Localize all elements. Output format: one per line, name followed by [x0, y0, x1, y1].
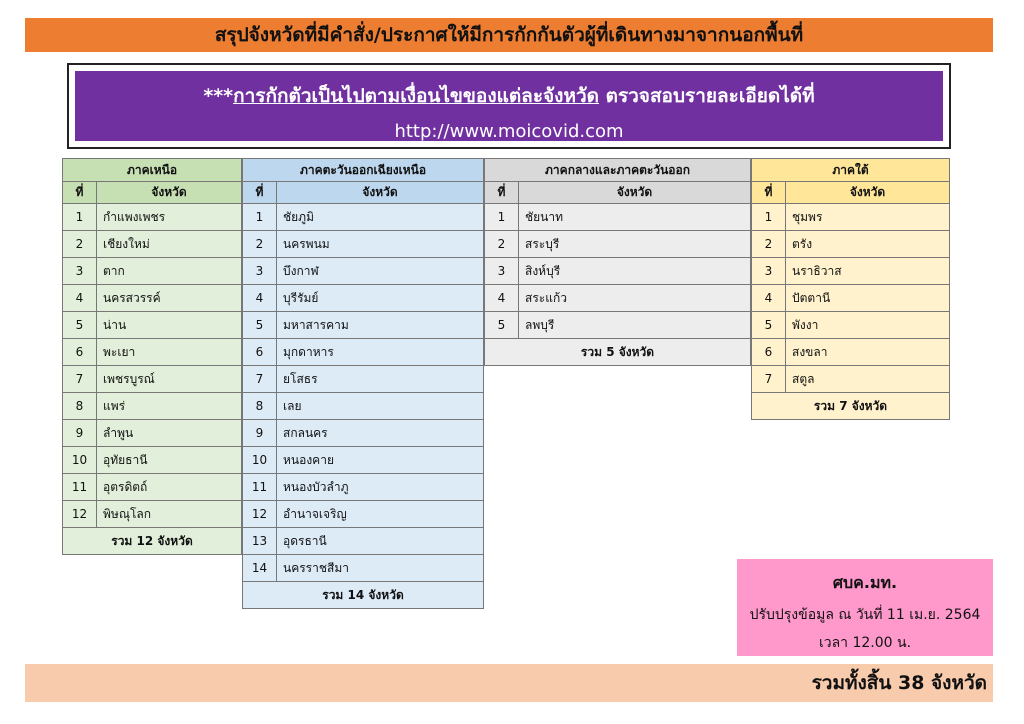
row-number: 4	[752, 285, 786, 312]
row-number: 6	[63, 339, 97, 366]
table-row	[243, 339, 484, 366]
row-number: 3	[752, 258, 786, 285]
row-number: 9	[243, 420, 277, 447]
table-south	[751, 158, 950, 420]
region-name: ภาคกลางและภาคตะวันออก	[485, 159, 751, 182]
row-number: 7	[752, 366, 786, 393]
row-number: 1	[752, 204, 786, 231]
notice-suffix: ตรวจสอบรายละเอียดได้ที่	[598, 85, 815, 107]
table-row	[243, 528, 484, 555]
notice-underlined: การกักตัวเป็นไปตามเงื่อนไขของแต่ละจังหวัด	[233, 85, 599, 107]
table-row	[752, 366, 950, 393]
table-row	[243, 474, 484, 501]
table-row	[752, 231, 950, 258]
table-row	[243, 312, 484, 339]
table-row	[243, 447, 484, 474]
notice-box	[67, 63, 951, 149]
page-title-text: สรุปจังหวัดที่มีคำสั่ง/ประกาศให้มีการกักกันตัวผู้ที่เดินทางมาจากนอกพื้นที่	[214, 24, 804, 46]
table-row	[63, 420, 242, 447]
row-number: 10	[243, 447, 277, 474]
province-name: เพชรบูรณ์	[97, 366, 242, 393]
table-row	[752, 285, 950, 312]
column-header-province: จังหวัด	[786, 182, 950, 204]
update-date: ปรับปรุงข้อมูล ณ วันที่ 11 เม.ย. 2564	[749, 607, 981, 623]
table-row	[243, 231, 484, 258]
province-name: พังงา	[786, 312, 950, 339]
province-name: พิษณุโลก	[97, 501, 242, 528]
table-row	[63, 501, 242, 528]
update-info-box	[737, 559, 993, 656]
column-header-no: ที่	[752, 182, 786, 204]
province-name: ตาก	[97, 258, 242, 285]
row-number: 5	[243, 312, 277, 339]
province-name: นครพนม	[277, 231, 484, 258]
table-row	[243, 258, 484, 285]
table-row	[485, 312, 751, 339]
row-number: 6	[243, 339, 277, 366]
province-name: มหาสารคาม	[277, 312, 484, 339]
province-name: สกลนคร	[277, 420, 484, 447]
org-name: ศบค.มท.	[832, 573, 898, 592]
column-header-province: จังหวัด	[277, 182, 484, 204]
province-name: ปัตตานี	[786, 285, 950, 312]
province-name: อุทัยธานี	[97, 447, 242, 474]
row-number: 2	[485, 231, 519, 258]
row-number: 1	[243, 204, 277, 231]
region-total: รวม 14 จังหวัด	[243, 582, 484, 609]
province-name: หนองคาย	[277, 447, 484, 474]
province-name: เลย	[277, 393, 484, 420]
row-number: 3	[485, 258, 519, 285]
grand-total: รวมทั้งสิ้น 38 จังหวัด	[811, 672, 987, 694]
column-header-no: ที่	[243, 182, 277, 204]
province-name: กำแพงเพชร	[97, 204, 242, 231]
province-name: หนองบัวลำภู	[277, 474, 484, 501]
province-name: สิงห์บุรี	[519, 258, 751, 285]
row-number: 7	[243, 366, 277, 393]
province-name: สระแก้ว	[519, 285, 751, 312]
table-row	[63, 258, 242, 285]
table-row	[485, 285, 751, 312]
table-row	[63, 393, 242, 420]
province-name: บึงกาฬ	[277, 258, 484, 285]
region-name: ภาคเหนือ	[63, 159, 242, 182]
region-name: ภาคใต้	[752, 159, 950, 182]
province-name: ลำพูน	[97, 420, 242, 447]
province-name: ตรัง	[786, 231, 950, 258]
notice-panel	[75, 71, 943, 141]
row-number: 8	[63, 393, 97, 420]
table-row	[63, 447, 242, 474]
table-row	[243, 366, 484, 393]
table-row	[63, 312, 242, 339]
table-row	[752, 312, 950, 339]
column-header-province: จังหวัด	[97, 182, 242, 204]
province-name: ลพบุรี	[519, 312, 751, 339]
row-number: 11	[63, 474, 97, 501]
province-name: นครราชสีมา	[277, 555, 484, 582]
row-number: 1	[485, 204, 519, 231]
row-number: 3	[243, 258, 277, 285]
province-name: น่าน	[97, 312, 242, 339]
row-number: 11	[243, 474, 277, 501]
province-name: มุกดาหาร	[277, 339, 484, 366]
grand-total-bar	[25, 664, 993, 702]
table-row	[63, 204, 242, 231]
province-name: อุตรดิตถ์	[97, 474, 242, 501]
table-row	[243, 285, 484, 312]
province-name: สงขลา	[786, 339, 950, 366]
row-number: 5	[485, 312, 519, 339]
column-header-no: ที่	[485, 182, 519, 204]
row-number: 7	[63, 366, 97, 393]
region-total: รวม 12 จังหวัด	[63, 528, 242, 555]
update-time: เวลา 12.00 น.	[818, 635, 912, 651]
row-number: 6	[752, 339, 786, 366]
province-name: แพร่	[97, 393, 242, 420]
table-row	[752, 339, 950, 366]
table-central-east	[484, 158, 751, 366]
table-row	[243, 501, 484, 528]
row-number: 10	[63, 447, 97, 474]
row-number: 4	[63, 285, 97, 312]
province-name: สตูล	[786, 366, 950, 393]
table-row	[63, 231, 242, 258]
province-name: พะเยา	[97, 339, 242, 366]
notice-url[interactable]: http://www.moicovid.com	[394, 121, 624, 142]
row-number: 13	[243, 528, 277, 555]
row-number: 4	[485, 285, 519, 312]
province-name: ชัยนาท	[519, 204, 751, 231]
province-name: นราธิวาส	[786, 258, 950, 285]
province-name: อำนาจเจริญ	[277, 501, 484, 528]
province-name: บุรีรัมย์	[277, 285, 484, 312]
page-title	[25, 18, 993, 52]
row-number: 5	[63, 312, 97, 339]
province-name: ยโสธร	[277, 366, 484, 393]
province-name: นครสวรรค์	[97, 285, 242, 312]
table-north	[62, 158, 242, 555]
row-number: 12	[243, 501, 277, 528]
row-number: 4	[243, 285, 277, 312]
row-number: 12	[63, 501, 97, 528]
column-header-province: จังหวัด	[519, 182, 751, 204]
row-number: 5	[752, 312, 786, 339]
table-row	[63, 474, 242, 501]
row-number: 8	[243, 393, 277, 420]
table-row	[485, 231, 751, 258]
column-header-no: ที่	[63, 182, 97, 204]
table-row	[63, 339, 242, 366]
region-total: รวม 5 จังหวัด	[485, 339, 751, 366]
province-name: สระบุรี	[519, 231, 751, 258]
row-number: 2	[243, 231, 277, 258]
region-total: รวม 7 จังหวัด	[752, 393, 950, 420]
row-number: 3	[63, 258, 97, 285]
province-name: ชัยภูมิ	[277, 204, 484, 231]
province-name: ชุมพร	[786, 204, 950, 231]
table-row	[63, 366, 242, 393]
table-row	[243, 204, 484, 231]
table-row	[752, 204, 950, 231]
table-row	[243, 393, 484, 420]
table-northeast	[242, 158, 484, 609]
table-row	[485, 204, 751, 231]
province-name: อุดรธานี	[277, 528, 484, 555]
notice-prefix: ***	[203, 85, 234, 107]
table-row	[752, 258, 950, 285]
table-row	[243, 555, 484, 582]
row-number: 2	[752, 231, 786, 258]
province-name: เชียงใหม่	[97, 231, 242, 258]
table-row	[485, 258, 751, 285]
row-number: 1	[63, 204, 97, 231]
row-number: 14	[243, 555, 277, 582]
region-name: ภาคตะวันออกเฉียงเหนือ	[243, 159, 484, 182]
notice-line	[75, 81, 943, 111]
table-row	[243, 420, 484, 447]
row-number: 9	[63, 420, 97, 447]
table-row	[63, 285, 242, 312]
row-number: 2	[63, 231, 97, 258]
